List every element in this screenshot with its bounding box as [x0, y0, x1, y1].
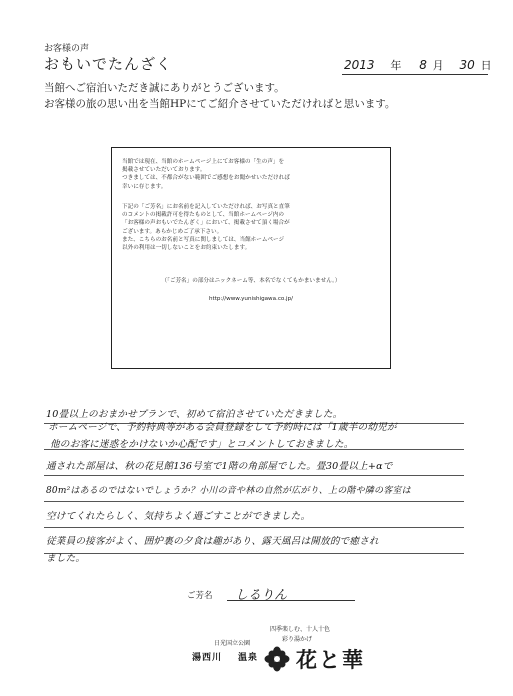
comment-line: 80m²はあるのではないでしょうか？小川の音や林の自然が広がり、上の階や隣の客室は — [46, 486, 411, 496]
date-underline — [342, 74, 488, 75]
comment-line: ました。 — [46, 553, 86, 564]
notice-line: 「お客様の声おもいでたんざく」において、掲載させて頂く場合が — [122, 220, 290, 227]
date-year: 2013 — [344, 58, 375, 72]
date-day-label: 日 — [480, 59, 492, 72]
area-label-1: 湯西川 — [192, 653, 223, 663]
ruled-line — [44, 527, 464, 528]
notice-line: 以外の利用は一切しないことをお約束いたします。 — [122, 245, 251, 252]
date-month-label: 月 — [432, 59, 444, 72]
notice-box — [111, 147, 391, 369]
logo-tagline: 彩り湯かげ — [282, 636, 313, 643]
notice-note: （「ご芳名」の部分はニックネーム等、本名でなくてもかまいません。） — [161, 278, 341, 284]
notice-line: 掲載させていただいております。 — [122, 167, 206, 174]
ruled-line — [44, 501, 464, 502]
ruled-line — [44, 553, 464, 554]
comment-line: 空けてくれたらしく、気持ちよく過ごすことができました。 — [46, 511, 311, 522]
header-label: お客様の声 — [44, 44, 90, 54]
area-label-2: 温泉 — [238, 653, 259, 663]
notice-line: 当館では現在、当館のホームページ上にてお客様の「生の声」を — [122, 159, 285, 165]
comment-line: 従業員の接客がよく、囲炉裏の夕食は趣があり、露天風呂は開放的で癒され — [46, 536, 379, 547]
notice-line: のコメントの掲載許可を得たものとして、当館ホームページ内の — [122, 212, 284, 219]
notice-line: また、こちらのお名前と写真に関しましては、当館ホームページ — [122, 236, 285, 243]
signature-underline — [227, 600, 355, 601]
flower-icon — [264, 646, 290, 672]
comment-line: 通された部屋は、秋の花見館136号室で1階の角部屋でした。畳30畳以上+αで — [46, 461, 393, 472]
notice-line: 下記の「ご芳名」にお名前を記入していただければ、お写真と直筆 — [122, 204, 290, 210]
form-title: おもいでたんざく — [44, 55, 173, 73]
notice-line: 幸いに存じます。 — [122, 183, 167, 190]
signature-label: ご芳名 — [187, 591, 213, 601]
logo-catchphrase: 四季楽しむ、十人十色 — [270, 626, 331, 633]
notice-url: http://www.yunishigawa.co.jp/ — [208, 296, 294, 302]
park-label: 日光国立公園 — [214, 640, 251, 647]
ruled-line — [44, 475, 464, 476]
date-month: 8 — [419, 58, 427, 72]
date-field — [344, 57, 494, 73]
signature-value: しるりん — [235, 588, 288, 603]
logo-brand: 花と華 — [296, 647, 365, 672]
greeting-line-2: お客様の旅の思い出を当館HPにてご紹介させていただければと思います。 — [44, 98, 396, 110]
date-year-label: 年 — [390, 59, 402, 72]
hotel-logo — [248, 624, 378, 684]
notice-paragraph-2 — [122, 203, 290, 252]
comment-line: ホームページで、予約特典等がある会員登録をして予約時には「1歳半の幼児が — [48, 422, 397, 433]
greeting-line-1: 当館へご宿泊いただき誠にありがとうございます。 — [44, 82, 285, 94]
notice-paragraph-1 — [122, 158, 290, 191]
comment-line: 他のお客に迷惑をかけないか心配です」とコメントしておきました。 — [50, 439, 354, 450]
notice-line: ございます。あらかじめご了承下さい。 — [122, 228, 223, 235]
notice-line: つきましては、不都合がない範囲でご感想をお聞かせいただければ — [122, 175, 290, 182]
comment-line: 10畳以上のおまかせプランで、初めて宿泊させていただきました。 — [46, 409, 343, 420]
date-day: 30 — [459, 58, 475, 72]
